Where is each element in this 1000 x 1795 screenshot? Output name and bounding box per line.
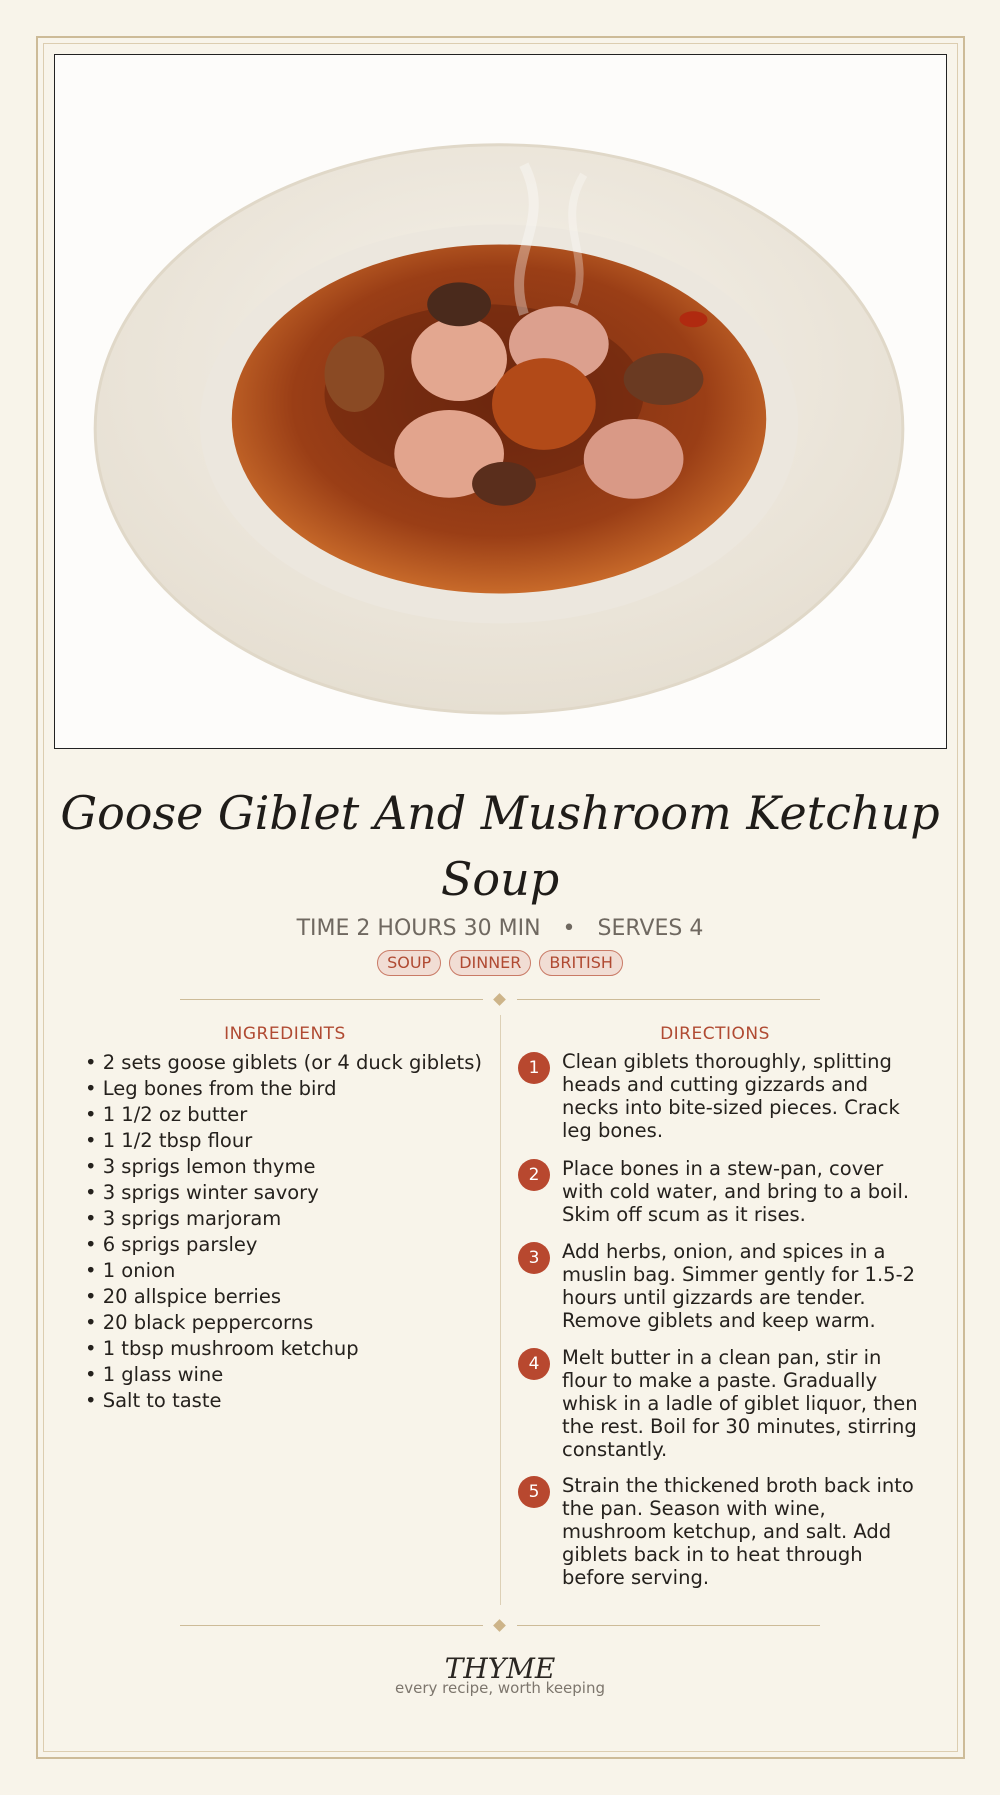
tag-soup[interactable]: SOUP (377, 950, 441, 976)
ingredient-item: • 1 glass wine (85, 1363, 224, 1386)
ingredient-item: • 2 sets goose giblets (or 4 duck giblets) (85, 1051, 482, 1074)
brand-tagline: every recipe, worth keeping (394, 1679, 605, 1697)
step-text: Strain the thickened broth back into the pan. Season with wine, mushroom ketchup, and salt. Add giblets back in to heat through before serving. (562, 1474, 914, 1589)
ingredient-item: • 1 onion (85, 1259, 176, 1282)
step-number: 2 (518, 1159, 550, 1191)
recipe-meta (0, 916, 1000, 941)
recipe-title: Goose Giblet And Mushroom Ketchup Soup (60, 786, 940, 906)
ingredient-item: • Leg bones from the bird (85, 1077, 337, 1100)
step-text: Clean giblets thoroughly, splitting heads and cutting gizzards and necks into bite-sized pieces. Crack leg bones. (562, 1050, 900, 1142)
servings: SERVES 4 (597, 916, 704, 941)
diamond-ornament (493, 993, 506, 1006)
ingredient-item: • 1 1/2 oz butter (85, 1103, 248, 1126)
diamond-ornament (493, 1619, 506, 1632)
divider-top (180, 993, 820, 1007)
ingredient-item: • 3 sprigs lemon thyme (85, 1155, 316, 1178)
step-text: Add herbs, onion, and spices in a muslin bag. Simmer gently for 1.5-2 hours until gizzards are tender. Remove giblets and keep warm. (562, 1240, 916, 1332)
tag-british[interactable]: BRITISH (539, 950, 623, 976)
ingredient-item: • 1 tbsp mushroom ketchup (85, 1337, 359, 1360)
step-number: 1 (518, 1052, 550, 1084)
recipe-photo (54, 54, 947, 749)
ingredient-item: • Salt to taste (85, 1389, 222, 1412)
ingredient-item: • 20 allspice berries (85, 1285, 282, 1308)
tag-dinner[interactable]: DINNER (449, 950, 531, 976)
ingredient-item: • 20 black peppercorns (85, 1311, 314, 1334)
meta-separator: • (562, 916, 576, 941)
ingredient-item: • 3 sprigs winter savory (85, 1181, 319, 1204)
column-divider (500, 1015, 501, 1605)
step-text: Melt butter in a clean pan, stir in flour to make a paste. Gradually whisk in a ladle of giblet liquor, then the rest. Boil for 30 minutes, stirring constantly. (562, 1346, 918, 1461)
step-number: 5 (518, 1476, 550, 1508)
step-number: 4 (518, 1348, 550, 1380)
ingredients-list (85, 1050, 485, 1414)
ingredient-item: • 1 1/2 tbsp flour (85, 1129, 253, 1152)
ingredients-heading: INGREDIENTS (224, 1024, 346, 1044)
ingredient-item: • 3 sprigs marjoram (85, 1207, 282, 1230)
divider-bottom (180, 1619, 820, 1633)
tag-list (0, 950, 1000, 976)
directions-heading: DIRECTIONS (660, 1024, 770, 1044)
ingredient-item: • 6 sprigs parsley (85, 1233, 258, 1256)
brand-name: THYME (444, 1652, 556, 1685)
cook-time: TIME 2 HOURS 30 MIN (296, 916, 541, 941)
step-number: 3 (518, 1242, 550, 1274)
step-text: Place bones in a stew-pan, cover with cold water, and bring to a boil. Skim off scum as it rises. (562, 1157, 910, 1226)
